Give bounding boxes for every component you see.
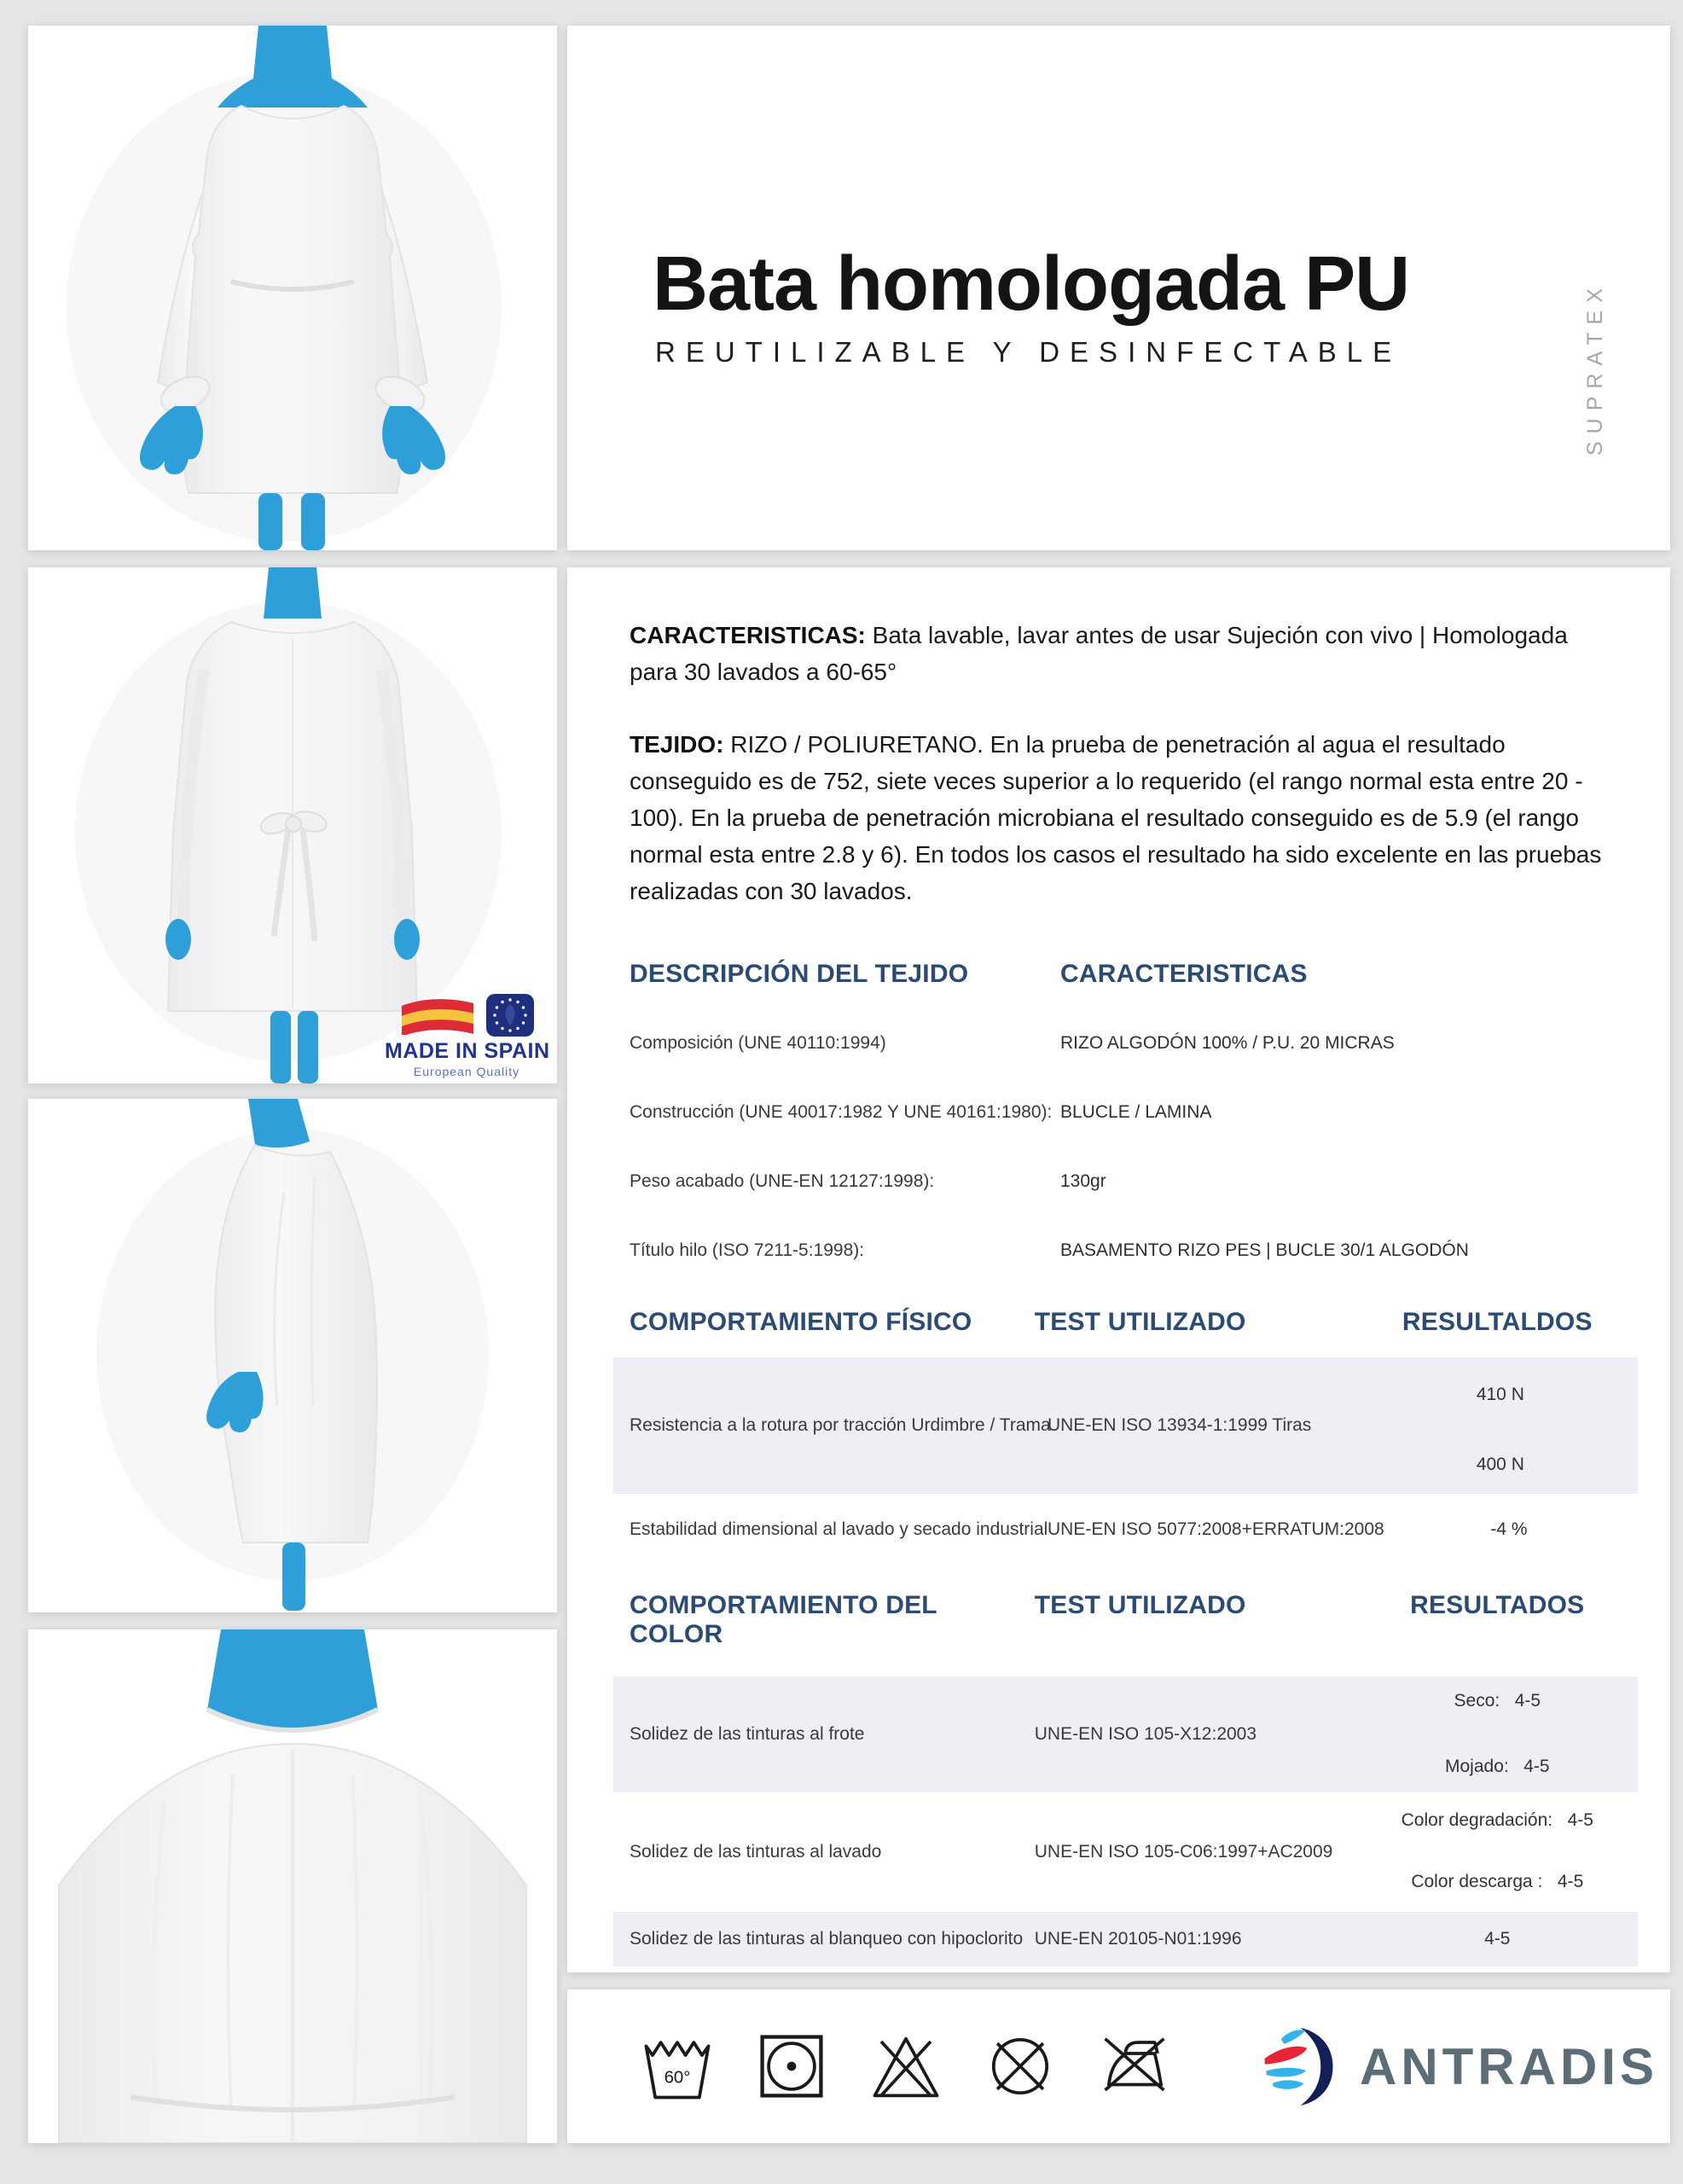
do-not-dry-clean-icon	[984, 2030, 1057, 2103]
gown-front-illustration	[28, 26, 557, 550]
made-in-spain-label: MADE IN SPAIN	[385, 1039, 550, 1063]
product-photo-back	[28, 567, 557, 1083]
do-not-iron-icon	[1098, 2030, 1171, 2103]
table-row: Solidez de las tinturas al lavado UNE-EN ISO 105-C06:1997+AC2009 Color degradación: 4-5 Color descarga : 4-5	[630, 1810, 1593, 1891]
table-row: Composición (UNE 40110:1994) RIZO ALGODÓN 100% / P.U. 20 MICRAS	[630, 1033, 1395, 1053]
table-row: Solidez de las tinturas al frote UNE-EN ISO 105-X12:2003 Seco: 4-5 Mojado: 4-5	[613, 1676, 1638, 1792]
wash-60-icon	[641, 2030, 714, 2103]
tumble-dry-icon	[755, 2030, 828, 2103]
title-panel	[567, 26, 1670, 550]
product-photo-back-detail	[28, 1629, 557, 2143]
gown-side-illustration	[28, 1099, 557, 1612]
fabric-table-header	[630, 960, 1602, 989]
wash-temp-label: 60°	[664, 2068, 691, 2088]
table-row: Construcción (UNE 40017:1982 Y UNE 40161:1980): BLUCLE / LAMINA	[630, 1102, 1212, 1122]
table-row: Peso acabado (UNE-EN 12127:1998): 130gr	[630, 1171, 1106, 1191]
european-quality-label: European Quality	[413, 1065, 520, 1078]
product-photo-side	[28, 1099, 557, 1612]
table-row: Estabilidad dimensional al lavado y secado industrial UNE-EN ISO 5077:2008+ERRATUM:2008 -4 %	[630, 1519, 1528, 1539]
tejido-paragraph: TEJIDO: RIZO / POLIURETANO. En la prueba de penetración al agua el resultado conseguido es de 752, siete veces superior a lo requerido (el rango normal esta entre 20 - 100). En la prueba de penetración microbiana el resultado conseguido es de 5.9 (el rango normal esta entre 2.8 y 6). En todos los casos el resultado ha sido excelente en las pruebas realizadas con 30 lavados.	[630, 731, 1602, 904]
antradis-logo-icon	[1260, 2026, 1341, 2107]
physical-table-header: COMPORTAMIENTO FÍSICO TEST UTILIZADO RESULTALDOS	[630, 1308, 1593, 1336]
caracteristicas-paragraph: CARACTERISTICAS: Bata lavable, lavar antes de usar Sujeción con vivo | Homologada para 30 lavados a 60-65°	[630, 622, 1568, 685]
page-title: Bata homologada PU	[653, 241, 1410, 327]
table-row: Resistencia a la rotura por tracción Urdimbre / Trama UNE-EN ISO 13934-1:1999 Tiras 410 N 400 N	[613, 1357, 1638, 1494]
do-not-bleach-icon	[869, 2030, 943, 2103]
table-row: Título hilo (ISO 7211-5:1998): BASAMENTO RIZO PES | BUCLE 30/1 ALGODÓN	[630, 1240, 1469, 1260]
antradis-brand	[1260, 2026, 1658, 2107]
brand-name: ANTRADIS	[1360, 2037, 1658, 2095]
product-photo-front	[28, 26, 557, 550]
table-row: Solidez de las tinturas al blanqueo con hipoclorito UNE-EN 20105-N01:1996 4-5	[613, 1912, 1638, 1966]
page-subtitle: REUTILIZABLE Y DESINFECTABLE	[655, 336, 1402, 368]
fabric-col1-header: DESCRIPCIÓN DEL TEJIDO	[630, 960, 969, 988]
tejido-label: TEJIDO:	[630, 731, 724, 758]
made-in-spain-badge	[385, 993, 548, 1078]
footer-panel	[567, 1989, 1670, 2143]
supratex-watermark: SUPRATEX	[1583, 281, 1607, 456]
fabric-col2-header: CARACTERISTICAS	[1060, 960, 1308, 988]
content-panel	[567, 567, 1670, 1972]
caracteristicas-label: CARACTERISTICAS:	[630, 622, 866, 648]
color-table-header: COMPORTAMIENTO DEL COLOR TEST UTILIZADO RESULTADOS	[630, 1591, 1585, 1648]
european-quality-icon	[485, 993, 535, 1037]
spain-flag-icon	[398, 996, 477, 1035]
gown-detail-illustration	[28, 1629, 557, 2143]
